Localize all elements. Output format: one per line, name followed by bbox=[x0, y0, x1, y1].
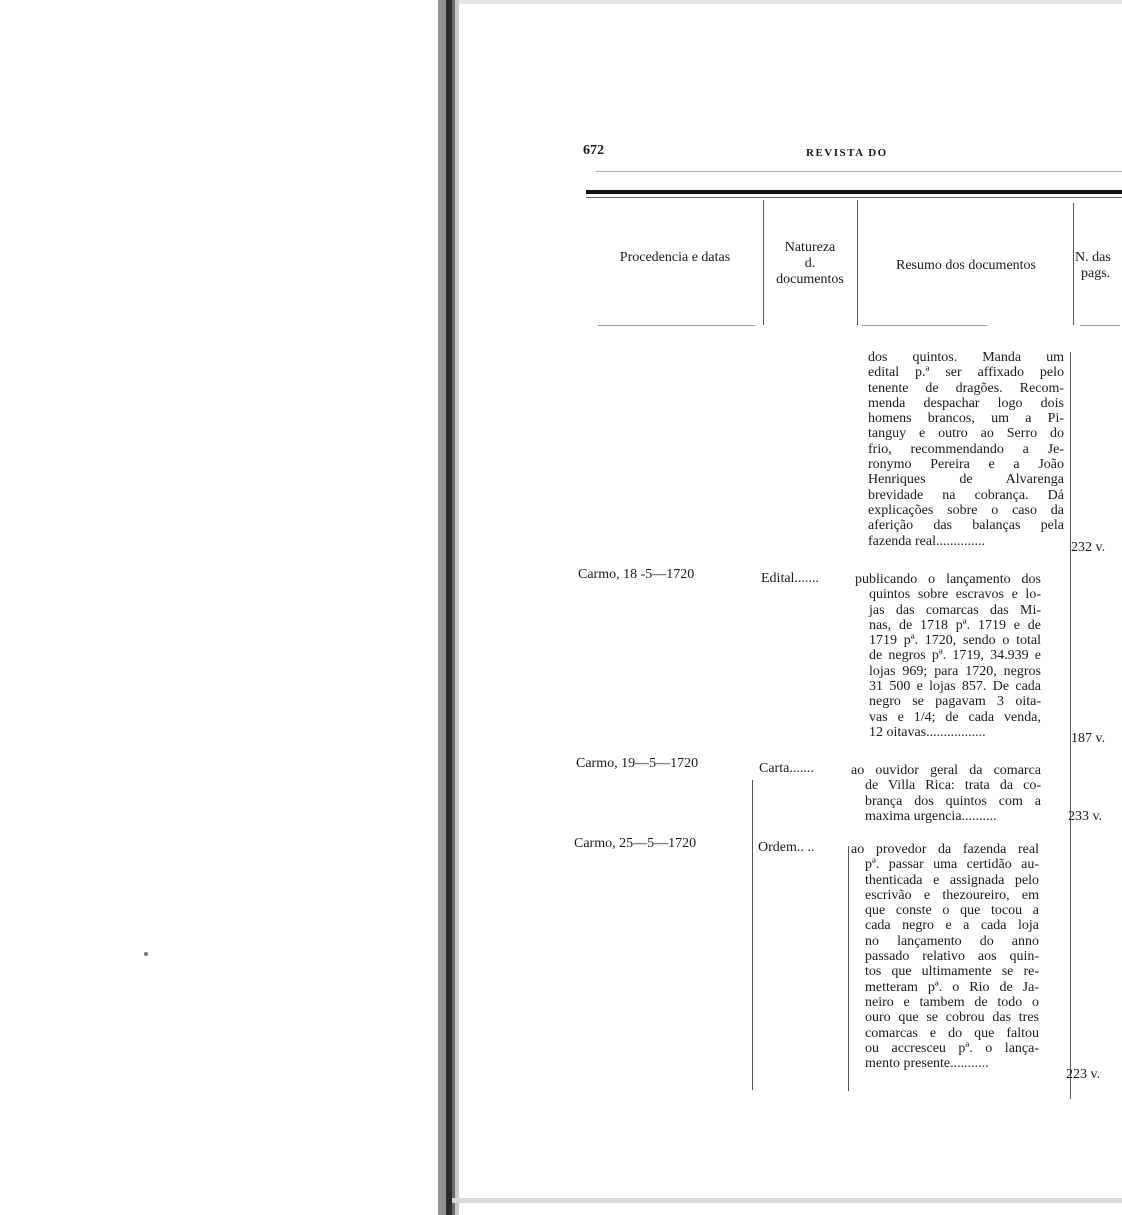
column-header-paginas-line: N. das bbox=[1075, 250, 1111, 265]
scan-speck bbox=[144, 952, 148, 956]
summary-line: quintos sobre escravos e lo- bbox=[869, 587, 1041, 603]
column-header-natureza-line: documentos bbox=[776, 272, 844, 287]
book-spine-gutter bbox=[455, 0, 459, 1215]
column-header-natureza-line: Natureza bbox=[784, 240, 836, 255]
summary-line: escrivão e thezoureiro, em bbox=[865, 887, 1039, 903]
entry-2-summary bbox=[855, 572, 1041, 740]
summary-line: publicando o lançamento dos bbox=[855, 572, 1041, 587]
summary-line: frio, recommendando a Je- bbox=[868, 441, 1064, 457]
running-head: REVISTA DO bbox=[806, 147, 888, 159]
entry-2-nature: Edital....... bbox=[761, 571, 819, 586]
column-divider bbox=[1073, 203, 1074, 325]
summary-line: que conste o que tocou a bbox=[865, 903, 1039, 919]
summary-line: passado relativo aos quin- bbox=[865, 949, 1039, 965]
entry-3-summary bbox=[851, 763, 1041, 824]
summary-line: thenticada e assignada pelo bbox=[865, 872, 1039, 888]
summary-line: de Villa Rica: trata da co- bbox=[865, 778, 1041, 794]
summary-line: jas das comarcas das Mi- bbox=[869, 602, 1041, 618]
entry-1-summary bbox=[868, 350, 1064, 549]
entry-3-nature: Carta....... bbox=[759, 761, 814, 776]
entry-3-pages: 233 v. bbox=[1068, 809, 1103, 824]
summary-line: ronymo Pereira e a João bbox=[868, 457, 1064, 473]
summary-line: Henriques de Alvarenga bbox=[868, 472, 1064, 488]
summary-line: homens brancos, um a Pi- bbox=[868, 411, 1064, 427]
summary-line: pª. passar uma certidão au- bbox=[865, 857, 1039, 873]
page-bottom-edge bbox=[452, 1198, 1122, 1203]
column-header-paginas bbox=[1075, 250, 1122, 282]
summary-line: explicações sobre o caso da bbox=[868, 502, 1064, 518]
summary-line: ao ouvidor geral da comarca bbox=[851, 763, 1041, 778]
summary-line: nas, de 1718 pª. 1719 e de bbox=[869, 617, 1041, 633]
column-divider bbox=[763, 200, 764, 325]
column-header-natureza bbox=[765, 240, 855, 288]
summary-line: de negros pª. 1719, 34.939 e bbox=[869, 648, 1041, 664]
entry-4-date: Carmo, 25—5—1720 bbox=[574, 836, 697, 851]
summary-line: 12 oitavas................. bbox=[869, 724, 986, 740]
summary-line: 31 500 e lojas 857. De cada bbox=[869, 679, 1041, 695]
summary-line: brevidade na cobrança. Dá bbox=[868, 487, 1064, 503]
table-top-thick-rule bbox=[586, 190, 1122, 194]
summary-line: fazenda real.............. bbox=[868, 533, 985, 549]
summary-line: negro se pagavam 3 oita- bbox=[869, 694, 1041, 710]
summary-right-rule bbox=[1070, 352, 1071, 1099]
column-header-procedencia: Procedencia e datas bbox=[619, 250, 731, 265]
entry-4-pages: 223 v. bbox=[1066, 1067, 1101, 1082]
header-bottom-rule bbox=[862, 325, 987, 326]
summary-line: comarcas e do que faltou bbox=[865, 1025, 1039, 1041]
entry-4-summary bbox=[851, 842, 1039, 1071]
summary-line: neiro e tambem de todo o bbox=[865, 994, 1039, 1010]
summary-line: tanguy e outro ao Serro do bbox=[868, 426, 1064, 442]
summary-line: ouro que se cobrou das tres bbox=[865, 1010, 1039, 1026]
column-divider bbox=[857, 200, 858, 325]
summary-line: brança dos quintos com a bbox=[865, 793, 1041, 809]
summary-line: lojas 969; para 1720, negros bbox=[869, 663, 1041, 679]
summary-line: ao provedor da fazenda real bbox=[851, 842, 1039, 857]
column-header-natureza-line: d. bbox=[804, 256, 816, 271]
summary-line: edital p.ª ser affixado pelo bbox=[868, 365, 1064, 381]
table-top-thin-rule bbox=[586, 197, 1122, 198]
summary-left-rule bbox=[848, 846, 849, 1091]
entry-2-date: Carmo, 18 -5—1720 bbox=[578, 567, 695, 582]
summary-line: menda despachar logo dois bbox=[868, 395, 1064, 411]
summary-line: no lançamento do anno bbox=[865, 933, 1039, 949]
entry-3-date: Carmo, 19—5—1720 bbox=[576, 756, 699, 771]
summary-line: 1719 pª. 1720, sendo o total bbox=[869, 633, 1041, 649]
book-spine-shadow bbox=[438, 0, 446, 1215]
summary-line: mento presente........... bbox=[865, 1056, 989, 1072]
entry-2-pages: 187 v. bbox=[1071, 731, 1106, 746]
header-bottom-rule bbox=[1080, 325, 1120, 326]
entry-4-nature: Ordem.. .. bbox=[758, 840, 815, 855]
column-header-resumo: Resumo dos documentos bbox=[896, 258, 1036, 273]
summary-line: tenente de dragões. Recom- bbox=[868, 380, 1064, 396]
header-rule bbox=[596, 171, 1122, 172]
summary-line: metteram pª. o Rio de Ja- bbox=[865, 979, 1039, 995]
page-number: 672 bbox=[583, 143, 604, 158]
header-bottom-rule bbox=[598, 325, 755, 326]
summary-line: maxima urgencia.......... bbox=[865, 808, 997, 824]
summary-line: ou accresceu pª. o lança- bbox=[865, 1040, 1039, 1056]
nature-column-rule bbox=[752, 780, 753, 1090]
summary-line: aferição das balanças pela bbox=[868, 518, 1064, 534]
summary-line: vas e 1/4; de cada venda, bbox=[869, 709, 1041, 725]
column-header-paginas-line: pags. bbox=[1081, 266, 1111, 281]
summary-line: cada negro e a cada loja bbox=[865, 918, 1039, 934]
page-top-edge bbox=[455, 0, 1122, 4]
entry-1-pages: 232 v. bbox=[1071, 540, 1106, 555]
summary-line: tos que ultimamente se re- bbox=[865, 964, 1039, 980]
summary-line: dos quintos. Manda um bbox=[868, 350, 1064, 365]
